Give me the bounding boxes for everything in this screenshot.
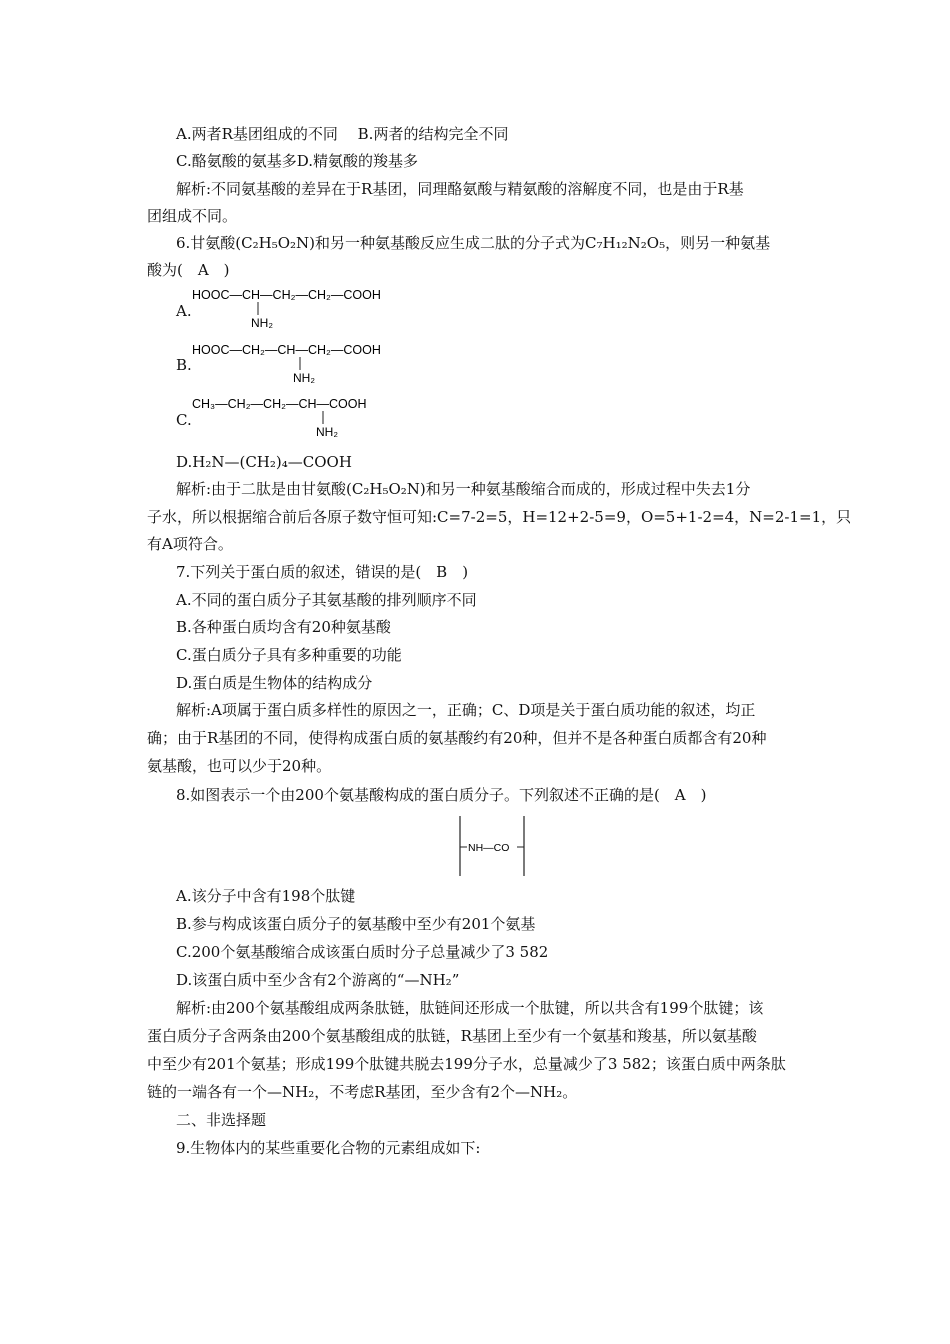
q8-analysis-line-1: 解析:由200个氨基酸组成两条肽链，肽链间还形成一个肽键，所以共含有199个肽键；该 [176,999,764,1017]
q5-options-cd: C.酪氨酸的氨基多D.精氨酸的羧基多 [176,152,418,170]
structural-formula-b [192,341,422,385]
q6-option-b-formula [192,341,422,385]
q6-option-d: D.H₂N—(CH₂)₄—COOH [176,453,352,471]
q6-option-a-label: A. [176,302,192,320]
structural-formula-a [192,286,422,330]
q5-analysis-line-2: 团组成不同。 [147,207,238,225]
q7-stem: 7.下列关于蛋白质的叙述，错误的是( B ) [176,563,469,581]
q8-option-a: A.该分子中含有198个肽键 [176,887,356,905]
q6-option-a-formula [192,286,422,330]
structural-formula-c [192,395,422,439]
q6-analysis-line-2: 子水，所以根据缩合前后各原子数守恒可知:C=7-2=5，H=12+2-5=9，O=5+1-2=4，N=2-1=1，只 [147,508,852,526]
formula-a-main: HOOC—CH—CH₂—CH₂—COOH [192,288,381,302]
q6-analysis-line-3: 有A项符合。 [147,535,233,553]
q7-option-b: B.各种蛋白质均含有20种氨基酸 [176,618,391,636]
q6-stem-line-1: 6.甘氨酸(C₂H₅O₂N)和另一种氨基酸反应生成二肽的分子式为C₇H₁₂N₂O₅，则另一种氨基 [176,234,771,252]
q7-option-a: A.不同的蛋白质分子其氨基酸的排列顺序不同 [176,591,477,609]
q8-analysis-line-2: 蛋白质分子含两条由200个氨基酸组成的肽链，R基团上至少有一个氨基和羧基，所以氨基酸 [147,1027,757,1045]
q6-stem-line-2: 酸为( A ) [147,261,230,279]
q7-option-d: D.蛋白质是生物体的结构成分 [176,674,373,692]
q8-analysis-line-3: 中至少有201个氨基；形成199个肽键共脱去199分子水，总量减少了3 582；该蛋白质中两条肽 [147,1055,786,1073]
q5-analysis-line-1: 解析:不同氨基酸的差异在于R基团，同理酪氨酸与精氨酸的溶解度不同，也是由于R基 [176,180,744,198]
q6-option-c-label: C. [176,411,192,429]
formula-c-sub: NH₂ [316,425,338,439]
section-heading: 二、非选择题 [176,1111,267,1129]
q8-option-d: D.该蛋白质中至少含有2个游离的“—NH₂” [176,971,460,989]
q7-option-c: C.蛋白质分子具有多种重要的功能 [176,646,402,664]
q7-analysis-line-1: 解析:A项属于蛋白质多样性的原因之一，正确；C、D项是关于蛋白质功能的叙述，均正 [176,701,756,719]
q5-options-ab: A.两者R基团组成的不同 B.两者的结构完全不同 [176,125,509,143]
protein-diagram [455,814,530,878]
q7-analysis-line-3: 氨基酸，也可以少于20种。 [147,757,332,775]
q6-analysis-line-1: 解析:由于二肽是由甘氨酸(C₂H₅O₂N)和另一种氨基酸缩合而成的，形成过程中失去1分 [176,480,751,498]
formula-c-main: CH₃—CH₂—CH₂—CH—COOH [192,397,367,411]
q8-option-b: B.参与构成该蛋白质分子的氨基酸中至少有201个氨基 [176,915,536,933]
formula-b-sub: NH₂ [293,371,315,385]
peptide-chain-diagram [455,814,530,878]
formula-b-main: HOOC—CH₂—CH—CH₂—COOH [192,343,381,357]
q6-option-b-label: B. [176,356,192,374]
q8-stem: 8.如图表示一个由200个氨基酸构成的蛋白质分子。下列叙述不正确的是( A ) [176,786,707,804]
q9-stem: 9.生物体内的某些重要化合物的元素组成如下: [176,1139,481,1157]
q7-analysis-line-2: 确；由于R基团的不同，使得构成蛋白质的氨基酸约有20种，但并不是各种蛋白质都含有20种 [147,729,767,747]
q8-option-c: C.200个氨基酸缩合成该蛋白质时分子总量减少了3 582 [176,943,549,961]
peptide-bond-label: NH—CO [468,842,510,854]
q8-analysis-line-4: 链的一端各有一个—NH₂，不考虑R基团，至少含有2个—NH₂。 [147,1083,578,1101]
formula-a-sub: NH₂ [251,316,273,330]
q6-option-c-formula [192,395,422,439]
